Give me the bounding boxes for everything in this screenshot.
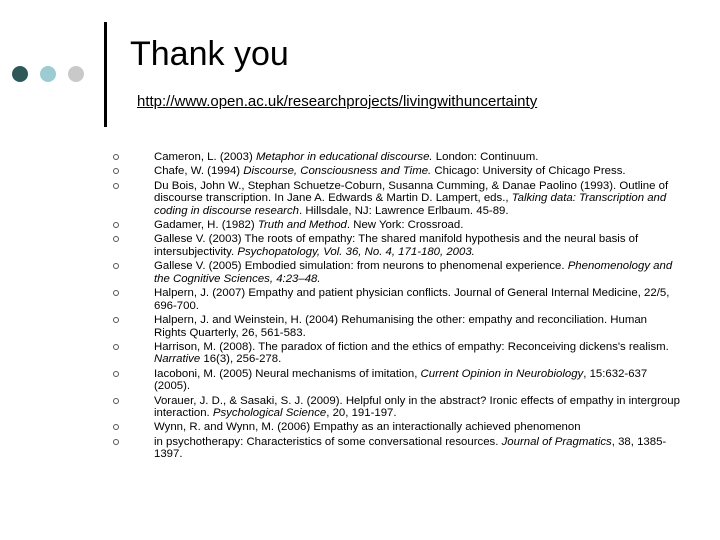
reference-text: Gadamer, H. (1982) [154,219,258,232]
reference-text: , 20, 191-197. [326,407,397,420]
reference-italic-text: Truth and Method [257,219,347,232]
reference-item [110,314,680,339]
reference-italic-text: Narrative [154,353,201,366]
circle-bullet-icon [113,398,119,404]
reference-text: Halpern, J. (2007) Empathy and patient physician conflicts. Journal of General Internal Medicine, 22/5, 696-700. [154,287,670,312]
reference-italic-text: Metaphor in educational discourse. [255,151,433,163]
reference-item [110,287,680,312]
dot-dark-teal [12,66,28,82]
dot-grey [68,66,84,82]
circle-bullet-icon [113,371,119,377]
circle-bullet-icon [113,317,119,323]
reference-text: Chafe, W. (1994) [154,165,244,178]
reference-item [110,368,680,393]
reference-italic-text: Talking data: Transcription and coding in discourse research [154,192,667,217]
reference-item [110,219,680,232]
reference-text: . New York: Crossroad. [346,219,464,232]
reference-item [110,421,680,434]
reference-text: Du Bois, John W., Stephan Schuetze-Coburn, Susanna Cumming, & Danae Paolino (1993). Outline of discourse transcription. In Jane A. Edwards & Martin D. Lampert, eds., [154,179,669,205]
reference-item [110,260,680,285]
reference-italic-text: Current Opinion in Neurobiology [420,367,584,380]
reference-text: Iacoboni, M. (2005) Neural mechanisms of imitation, [154,367,421,380]
reference-text: in psychotherapy: Characteristics of some conversational resources. [154,435,502,448]
reference-italic-text: Phenomenology and the Cognitive Sciences, 4:23–48. [154,260,673,285]
reference-italic-text: Psychological Science [212,407,327,420]
reference-italic-text: Discourse, Consciousness and Time. [243,165,432,178]
reference-item [110,341,680,366]
circle-bullet-icon [113,236,119,242]
reference-text: Gallese V. (2005) Embodied simulation: from neurons to phenomenal experience. [154,260,568,273]
dot-light-teal [40,66,56,82]
reference-text: Chicago: University of Chicago Press. [431,165,626,178]
slide-title: Thank you [130,35,289,73]
circle-bullet-icon [113,344,119,350]
reference-item [110,233,680,258]
reference-text: , 15:632-637 (2005). [154,367,648,393]
circle-bullet-icon [113,222,119,228]
reference-item [110,436,680,461]
circle-bullet-icon [113,290,119,296]
circle-bullet-icon [113,263,119,269]
reference-item [110,165,680,178]
reference-item [110,151,680,164]
project-link[interactable]: http://www.open.ac.uk/researchprojects/livingwithuncertainty [137,93,538,110]
reference-text: Gallese V. (2003) The roots of empathy: The shared manifold hypothesis and the neural basis of intersubjectivity. [154,233,639,258]
reference-item [110,180,680,218]
circle-bullet-icon [113,439,119,445]
title-divider [104,22,107,127]
reference-text: . Hillsdale, NJ: Lawrence Erlbaum. 45-89. [299,204,509,217]
reference-item [110,395,680,420]
reference-text: Wynn, R. and Wynn, M. (2006) Empathy as an interactionally achieved phenomenon [154,421,581,434]
reference-italic-text: Psychopatology, Vol. 36, No. 4, 171-180, 2003. [237,245,475,258]
circle-bullet-icon [113,168,119,174]
circle-bullet-icon [113,154,119,160]
reference-text: Cameron, L. (2003) [154,151,256,163]
reference-text: Harrison, M. (2008). The paradox of fiction and the ethics of empathy: Reconceiving dickens's realism. [154,340,669,353]
reference-italic-text: Journal of Pragmatics [501,435,612,448]
reference-text: , 38, 1385-1397. [154,435,667,461]
reference-text: 16(3), 256-278. [200,353,282,366]
reference-list [110,151,680,463]
reference-text: Halpern, J. and Weinstein, H. (2004) Rehumanising the other: empathy and reconciliation. Human Rights Quarterly, 26, 561-583. [154,313,648,339]
reference-text: Vorauer, J. D., & Sasaki, S. J. (2009). Helpful only in the abstract? Ironic effects of empathy in intergroup interaction. [154,394,680,420]
reference-text: London: Continuum. [432,151,539,163]
circle-bullet-icon [113,424,119,430]
circle-bullet-icon [113,183,119,189]
